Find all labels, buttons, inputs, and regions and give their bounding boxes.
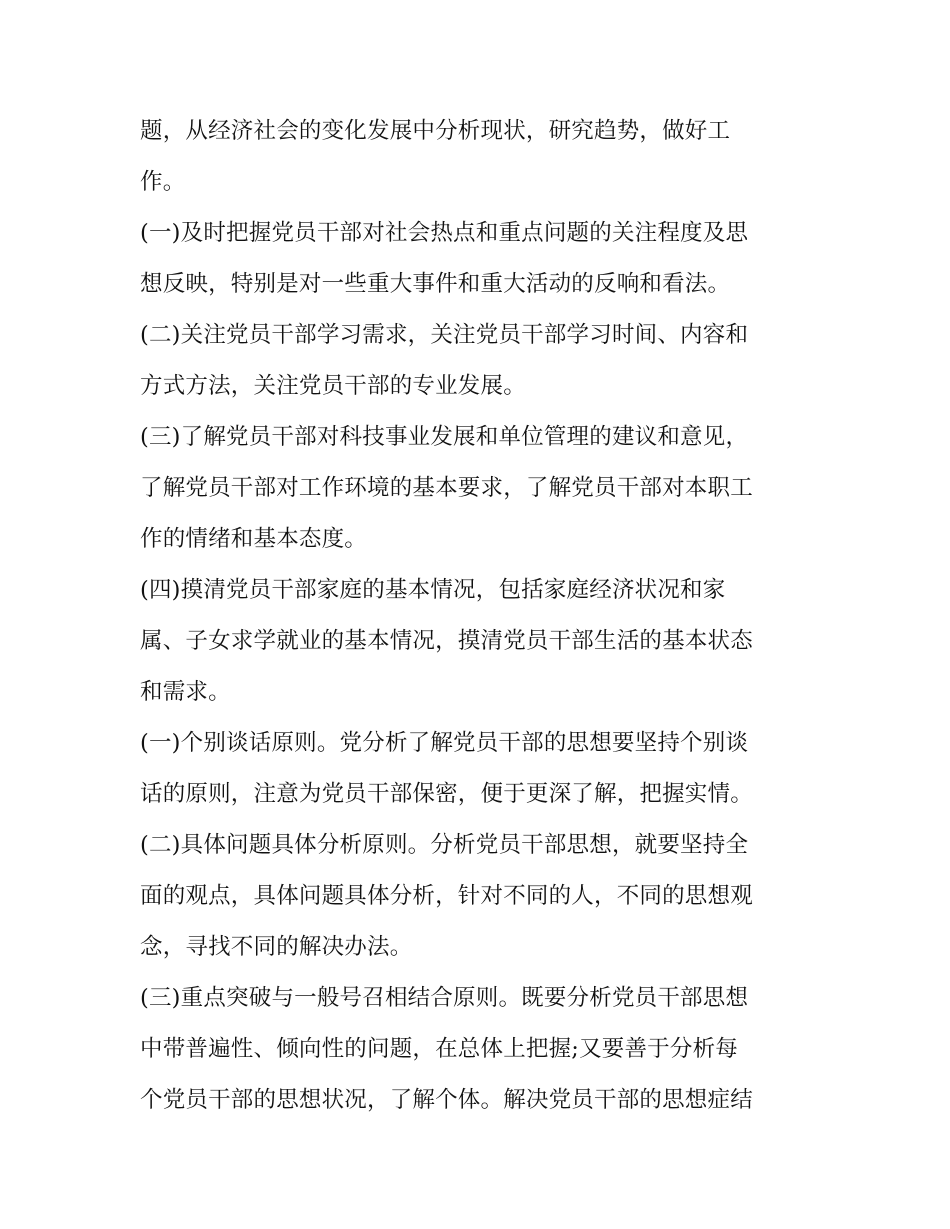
document-body bbox=[140, 106, 820, 1126]
text-line: (二)具体问题具体分析原则。分析党员干部思想，就要坚持全 bbox=[140, 832, 749, 858]
text-line: 中带普遍性、倾向性的问题，在总体上把握;又要善于分析每 bbox=[140, 1036, 738, 1062]
text-line: (三)重点突破与一般号召相结合原则。既要分析党员干部思想 bbox=[140, 985, 749, 1011]
paragraph-principle-1 bbox=[140, 718, 820, 820]
text-line: (二)关注党员干部学习需求，关注党员干部学习时间、内容和 bbox=[140, 322, 749, 348]
paragraph-principle-3 bbox=[140, 973, 820, 1126]
text-line: 作。 bbox=[140, 169, 186, 195]
text-line: 了解党员干部对工作环境的基本要求，了解党员干部对本职工 bbox=[140, 475, 753, 501]
text-line: 个党员干部的思想状况，了解个体。解决党员干部的思想症结 bbox=[140, 1087, 753, 1113]
text-line: 面的观点，具体问题具体分析，针对不同的人，不同的思想观 bbox=[140, 883, 753, 909]
text-line: (四)摸清党员干部家庭的基本情况，包括家庭经济状况和家 bbox=[140, 577, 726, 603]
text-line: (三)了解党员干部对科技事业发展和单位管理的建议和意见， bbox=[140, 424, 749, 450]
paragraph-continuation bbox=[140, 106, 820, 208]
text-line: 题，从经济社会的变化发展中分析现状，研究趋势，做好工 bbox=[140, 118, 731, 144]
paragraph-principle-2 bbox=[140, 820, 820, 973]
text-line: 念，寻找不同的解决办法。 bbox=[140, 934, 413, 960]
text-line: 想反映，特别是对一些重大事件和重大活动的反响和看法。 bbox=[140, 271, 731, 297]
text-line: 属、子女求学就业的基本情况，摸清党员干部生活的基本状态 bbox=[140, 628, 753, 654]
paragraph-item-4 bbox=[140, 565, 820, 718]
text-line: 方式方法，关注党员干部的专业发展。 bbox=[140, 373, 526, 399]
text-line: 话的原则，注意为党员干部保密，便于更深了解，把握实情。 bbox=[140, 781, 753, 807]
text-line: (一)个别谈话原则。党分析了解党员干部的思想要坚持个别谈 bbox=[140, 730, 749, 756]
paragraph-item-3 bbox=[140, 412, 820, 565]
paragraph-item-2 bbox=[140, 310, 820, 412]
text-line: (一)及时把握党员干部对社会热点和重点问题的关注程度及思 bbox=[140, 220, 749, 246]
text-line: 作的情绪和基本态度。 bbox=[140, 526, 368, 552]
text-line: 和需求。 bbox=[140, 679, 231, 705]
paragraph-item-1 bbox=[140, 208, 820, 310]
